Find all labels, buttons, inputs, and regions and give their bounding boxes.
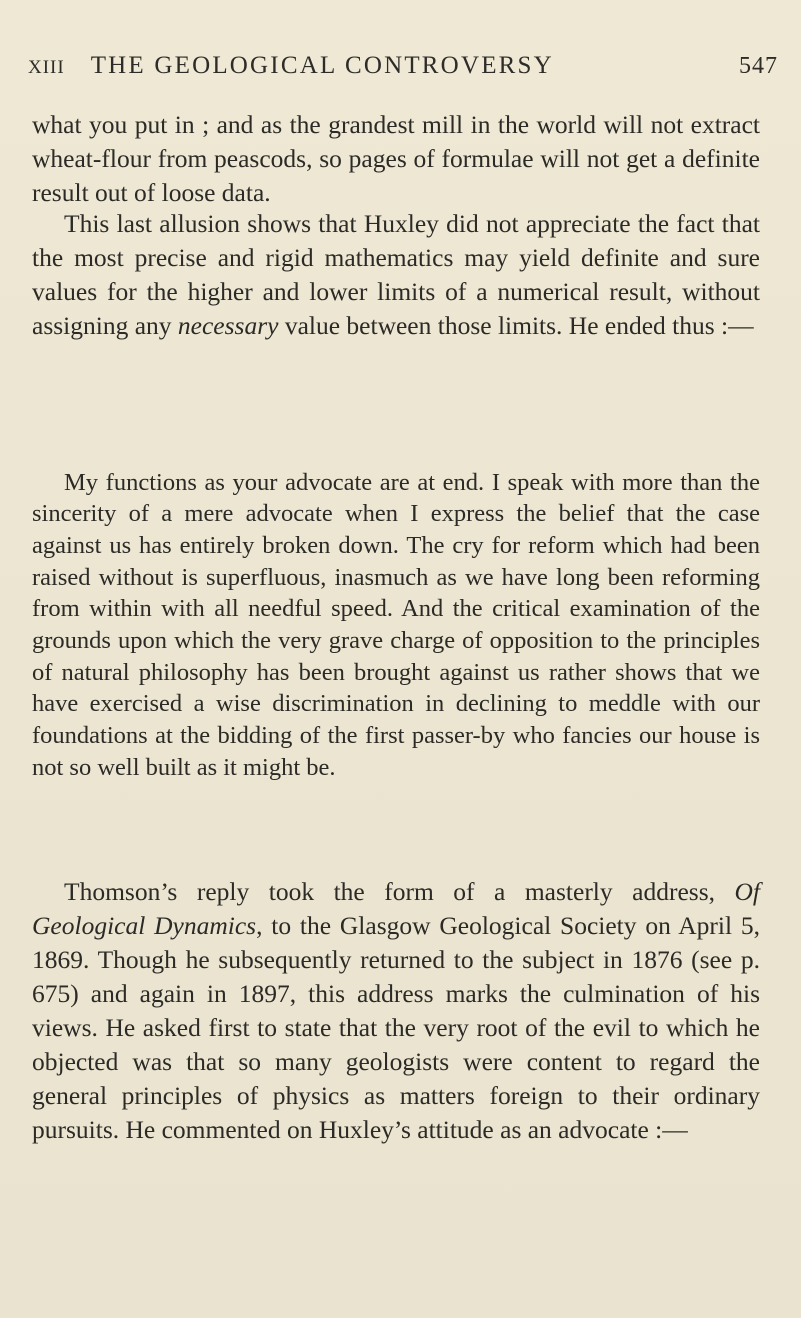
paragraph-4 [32,875,760,1147]
running-head [28,52,778,88]
paragraph-4-start: Thomson’s reply took the form of a masterly address, [64,877,735,906]
paragraph-2-emphasis: necessary [177,311,279,340]
block-quote-text: My functions as your advocate are at end. I speak with more than the sincerity of a mere advocate when I express the belief that the case against us has entirely broken down. The cry for reform which had been raised without is superfluous, inasmuch as we have long been reforming from within with all needful speed. And the critical examination of the grounds upon which the very grave charge of opposition to the principles of natural philosophy has been brought against us rather shows that we have exercised a wise discrimination in declining to meddle with our foundations at the bidding of the first passer-by who fancies our house is not so well built as it might be. [32,468,760,781]
paragraph-2-start: This last allusion shows that Huxley did not appreciate the fact that the most precise and rigid mathematics may yield definite and sure values for the higher and lower limits of a numerical result, without assigning any [32,209,760,340]
chapter-number: XIII [28,57,65,78]
paragraph-2-text [32,207,760,343]
running-head-title: THE GEOLOGICAL CONTROVERSY [90,52,554,79]
paragraph-4-text [32,875,760,1147]
page-number: 547 [739,53,778,79]
block-quote [32,442,760,808]
paragraph-4-emphasis: Of Geological Dynamics [32,877,760,940]
paragraph-1 [32,108,760,210]
paragraph-1-text: what you put in ; and as the grandest mill in the world will not extract wheat-flour from peascods, so pages of formulae will not get a definite result out of loose data. [32,110,760,207]
paragraph-4-end: , to the Glasgow Geological Society on April 5, 1869. Though he subsequently returned to the subject in 1876 (see p. 675) and again in 1897, this address marks the culmination of his views. He asked first to state that the very root of the evil to which he objected was that so many geologists were content to regard the general principles of physics as matters foreign to their ordinary pursuits. He commented on Huxley’s attitude as an advocate :— [32,911,760,1144]
paragraph-2 [32,207,760,343]
paragraph-2-end: value between those limits. He ended thus :— [278,311,754,340]
